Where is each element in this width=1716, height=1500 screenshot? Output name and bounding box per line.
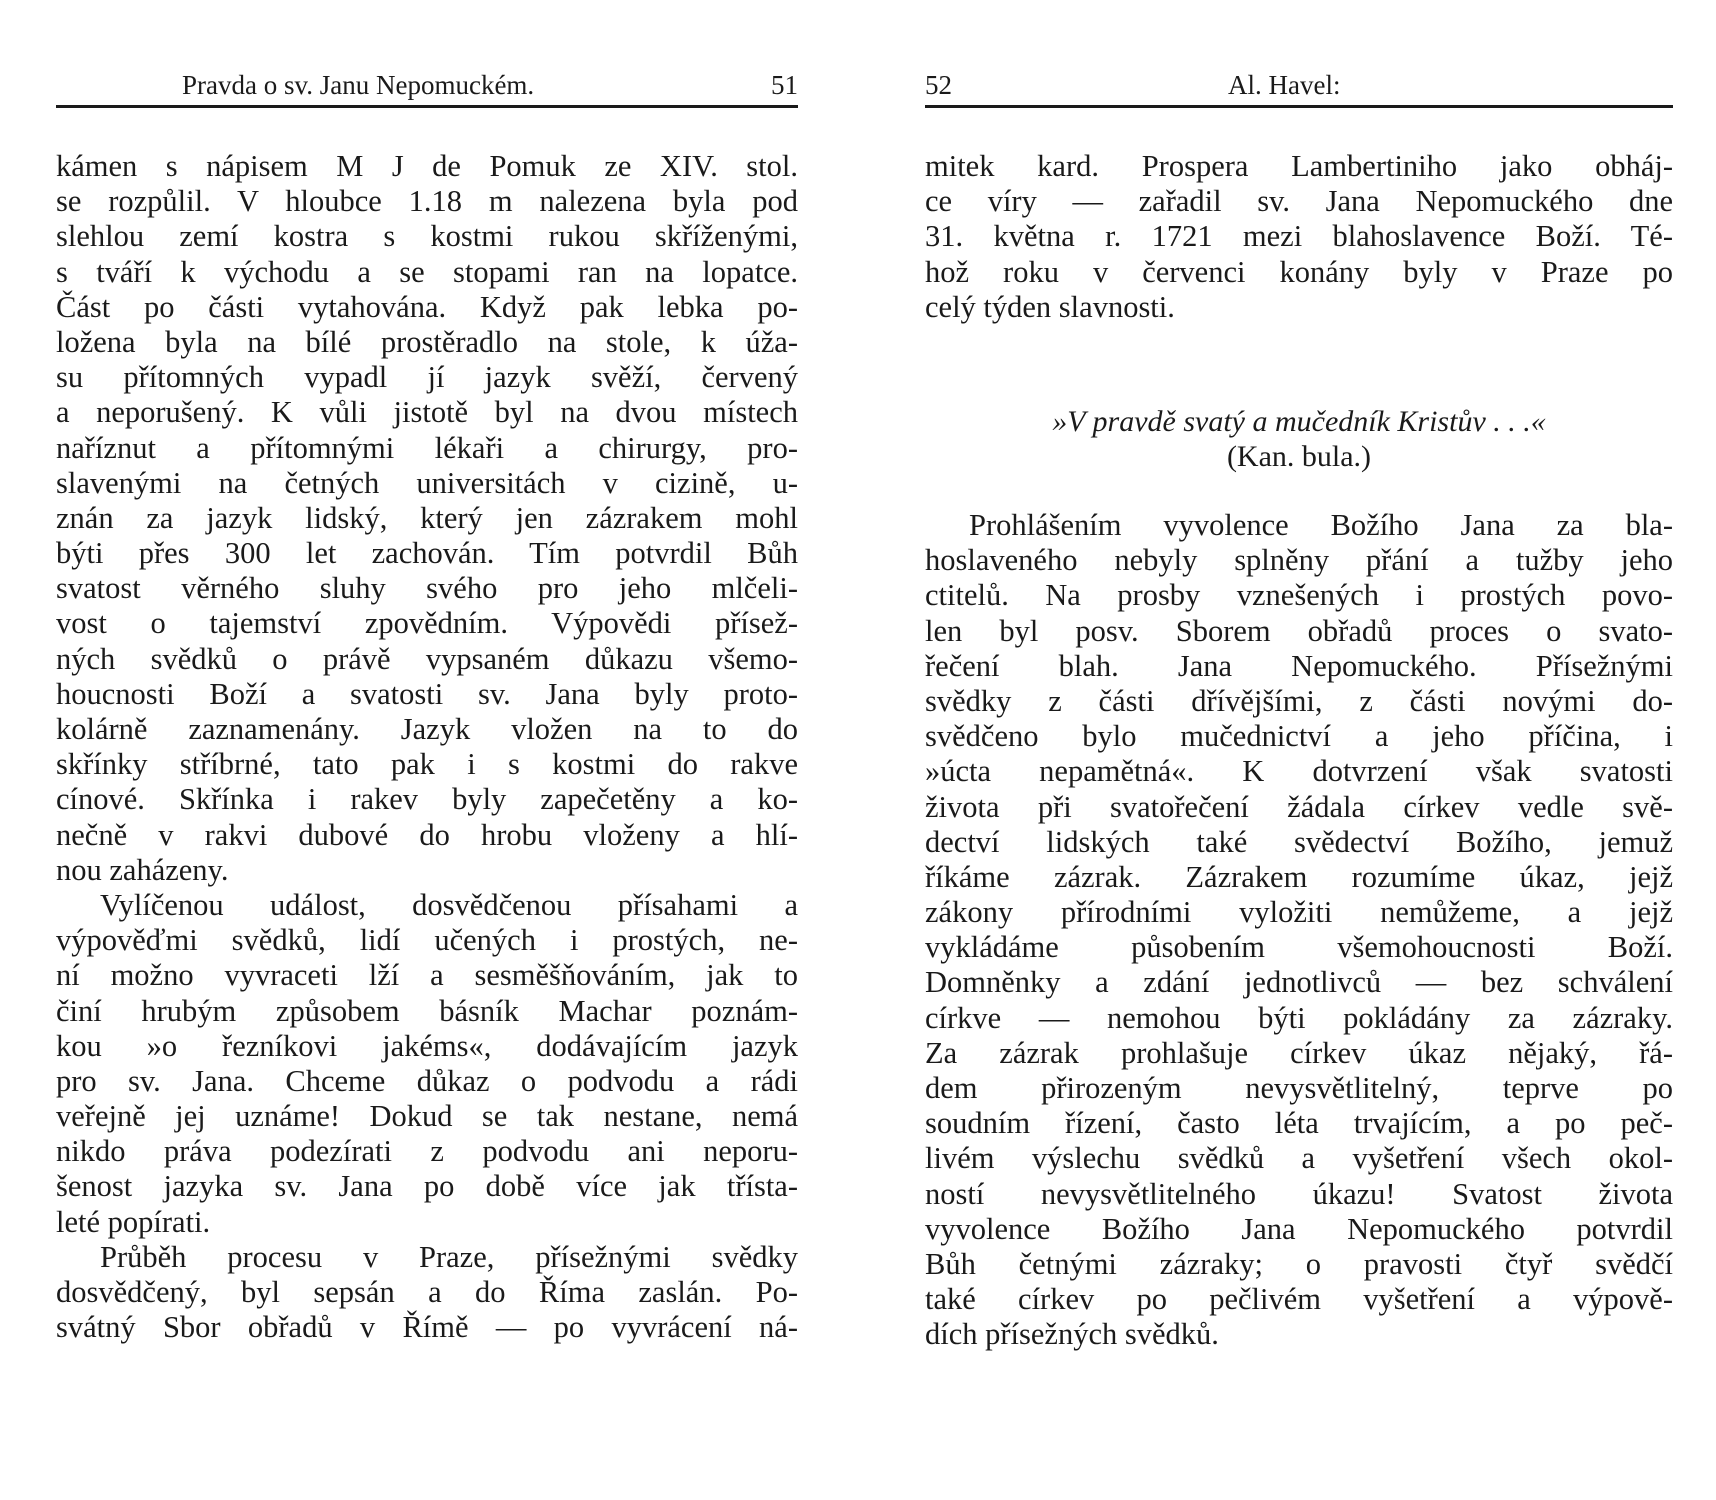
text-line: soudním řízení, často léta trvajícím, a po peč-: [925, 1106, 1673, 1141]
right-page: [925, 0, 1673, 1500]
text-line: dích přísežných svědků.: [925, 1317, 1219, 1352]
left-page-header: [56, 66, 798, 104]
text-line: a neporušený. K vůli jistotě byl na dvou místech: [56, 395, 798, 430]
left-page-body: [56, 149, 798, 1345]
text-line: Za zázrak prohlašuje církev úkaz nějaký, řá-: [925, 1035, 1673, 1070]
header-rule-right: [925, 105, 1673, 108]
text-line: svědky z části dřívějšími, z části novými do-: [925, 683, 1673, 718]
page-number-left: 51: [771, 70, 798, 100]
text-line: celý týden slavnosti.: [925, 289, 1175, 324]
text-line: ností nevysvětlitelného úkazu! Svatost života: [925, 1176, 1673, 1211]
text-line: svědčeno bylo mučednictví a jeho příčina, i: [925, 719, 1673, 754]
text-line: také církev po pečlivém vyšetření a výpově-: [925, 1282, 1673, 1317]
text-line: slavenými na četných universitách v cizině, u-: [56, 465, 798, 500]
text-line: nou zaházeny.: [56, 852, 229, 887]
text-line: zákony přírodními vyložiti nemůžeme, a jejž: [925, 895, 1673, 930]
text-line: slehlou zemí kostra s kostmi rukou skříženými,: [56, 219, 798, 254]
text-line: naříznut a přítomnými lékaři a chirurgy, pro-: [56, 430, 798, 465]
text-line: livém výslechu svědků a vyšetření všech okol-: [925, 1141, 1673, 1176]
text-line: vost o tajemství zpovědním. Výpovědi přísež-: [56, 606, 798, 641]
text-line: činí hrubým způsobem básník Machar poznám-: [56, 993, 798, 1028]
text-line: znán za jazyk lidský, který jen zázrakem mohl: [56, 500, 798, 535]
text-line: leté popírati.: [56, 1204, 211, 1239]
text-line: svátný Sbor obřadů v Římě — po vyvrácení ná-: [56, 1310, 798, 1345]
text-line: ných svědků o právě vypsaném důkazu všemo-: [56, 641, 798, 676]
text-line: Průběh procesu v Praze, přísežnými svědky: [100, 1239, 798, 1274]
text-line: mitek kard. Prospera Lambertiniho jako obháj-: [925, 149, 1673, 183]
text-line: kámen s nápisem M J de Pomuk ze XIV. stol.: [56, 149, 798, 183]
text-line: 31. května r. 1721 mezi blahoslavence Boží. Té-: [925, 219, 1673, 254]
text-line: pro sv. Jana. Chceme důkaz o podvodu a rádi: [56, 1063, 798, 1098]
text-line: Vylíčenou událost, dosvědčenou přísahami a: [100, 887, 798, 922]
text-line: skřínky stříbrné, tato pak i s kostmi do rakve: [56, 747, 798, 782]
text-line: dosvědčený, byl sepsán a do Říma zaslán. Po-: [56, 1275, 798, 1309]
text-line: výpověďmi svědků, lidí učených i prostých, ne-: [56, 923, 798, 958]
motto-quote: »V pravdě svatý a mučedník Kristův . . .«: [1052, 405, 1546, 438]
text-line: su přítomných vypadl jí jazyk svěží, červený: [56, 360, 798, 395]
text-line: »úcta nepamětná«. K dotvrzení však svatosti: [925, 754, 1673, 789]
motto: [925, 404, 1673, 474]
text-line: ložena byla na bílé prostěradlo na stole, k úža-: [56, 324, 798, 359]
text-line: ctitelů. Na prosby vznešených i prostých povo-: [925, 578, 1673, 613]
text-line: se rozpůlil. V hloubce 1.18 m nalezena byla pod: [56, 184, 798, 219]
text-line: života při svatořečení žádala církev vedle svě-: [925, 789, 1673, 824]
text-line: Bůh četnými zázraky; o pravosti čtyř svědčí: [925, 1246, 1673, 1281]
text-line: kolárně zaznamenány. Jazyk vložen na to do: [56, 712, 798, 746]
header-rule-left: [56, 105, 798, 108]
right-page-body: [925, 508, 1673, 1353]
right-page-header: [925, 66, 1673, 104]
left-page: [56, 0, 798, 1500]
page-number-right: 52: [925, 70, 952, 100]
text-line: cínové. Skřínka i rakev byly zapečetěny a ko-: [56, 782, 798, 817]
text-line: dem přirozeným nevysvětlitelný, teprve po: [925, 1071, 1673, 1105]
text-line: Část po části vytahována. Když pak lebka po-: [56, 289, 798, 324]
text-line: vykládáme působením všemohoucnosti Boží.: [925, 930, 1673, 965]
text-line: houcnosti Boží a svatosti sv. Jana byly proto-: [56, 676, 798, 711]
text-line: nečně v rakvi dubové do hrobu vloženy a hlí-: [56, 817, 798, 852]
text-line: len byl posv. Sborem obřadů proces o svato-: [925, 613, 1673, 648]
text-line: ní možno vyvraceti lží a sesměšňováním, jak to: [56, 958, 798, 993]
text-line: Prohlášením vyvolence Božího Jana za bla-: [969, 508, 1673, 542]
text-line: vyvolence Božího Jana Nepomuckého potvrdil: [925, 1211, 1673, 1246]
text-line: šenost jazyka sv. Jana po době více jak třísta-: [56, 1169, 798, 1204]
text-line: hož roku v červenci konány byly v Praze po: [925, 254, 1673, 289]
text-line: býti přes 300 let zachován. Tím potvrdil Bůh: [56, 536, 798, 571]
text-line: hoslaveného nebyly splněny přání a tužby jeho: [925, 543, 1673, 578]
text-line: církve — nemohou býti pokládány za zázraky.: [925, 1000, 1673, 1035]
right-page-top-paragraph: [925, 149, 1673, 325]
text-line: veřejně jej uznáme! Dokud se tak nestane, nemá: [56, 1099, 798, 1134]
running-author: Al. Havel:: [1228, 70, 1341, 100]
text-line: říkáme zázrak. Zázrakem rozumíme úkaz, jejž: [925, 859, 1673, 894]
text-line: ce víry — zařadil sv. Jana Nepomuckého dne: [925, 184, 1673, 219]
text-line: nikdo práva podezírati z podvodu ani neporu-: [56, 1134, 798, 1169]
text-line: Domněnky a zdání jednotlivců — bez schválení: [925, 965, 1673, 1000]
text-line: řečení blah. Jana Nepomuckého. Přísežnými: [925, 648, 1673, 683]
text-line: dectví lidských také svědectví Božího, jemuž: [925, 824, 1673, 859]
motto-source: (Kan. bula.): [1226, 440, 1372, 473]
text-line: svatost věrného sluhy svého pro jeho mlčeli-: [56, 571, 798, 606]
running-title: Pravda o sv. Janu Nepomuckém.: [182, 70, 535, 100]
text-line: s tváří k východu a se stopami ran na lopatce.: [56, 254, 798, 289]
text-line: kou »o řezníkovi jakéms«, dodávajícím jazyk: [56, 1028, 798, 1063]
